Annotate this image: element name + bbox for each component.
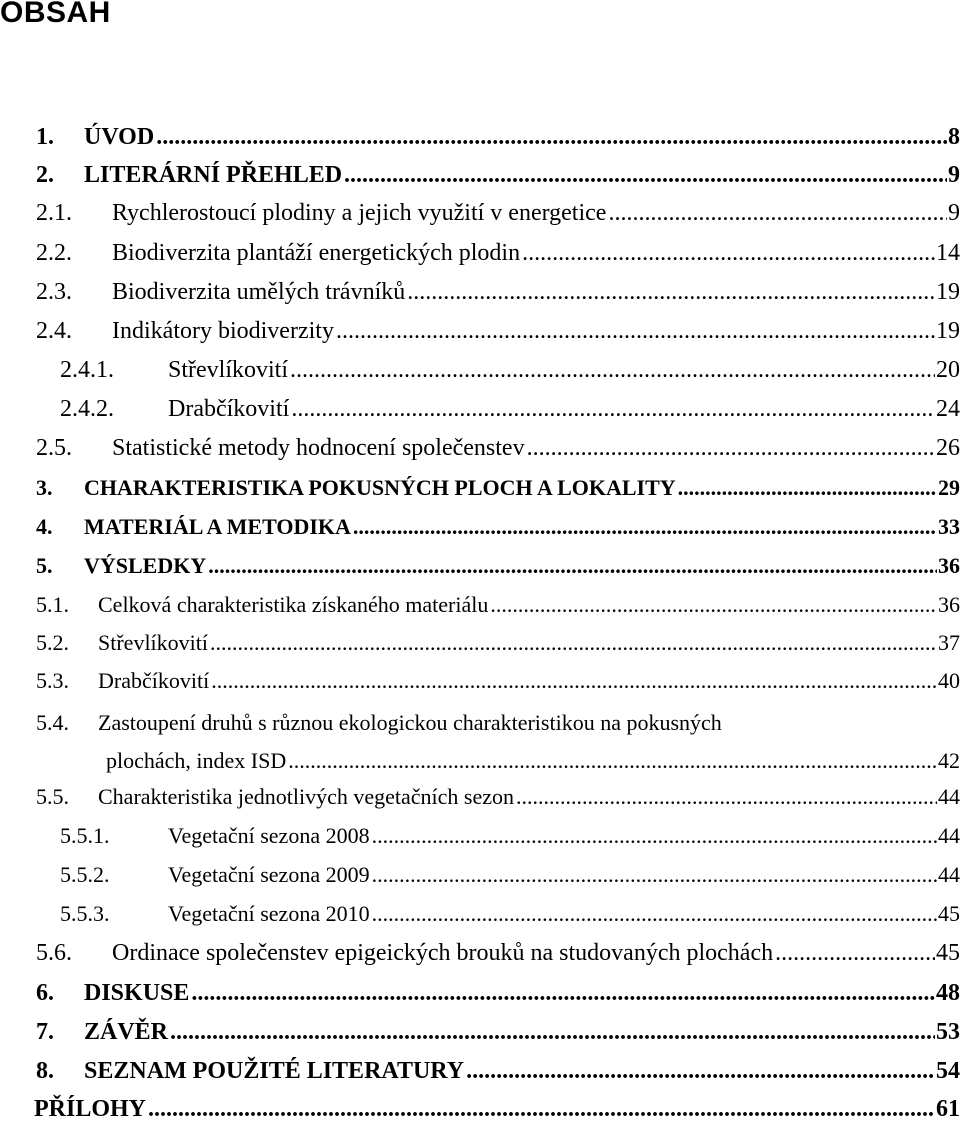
toc-title: Indikátory biodiverzity [112, 318, 334, 344]
toc-leader [288, 742, 937, 780]
toc-number: 2.3. [36, 279, 72, 305]
toc-number: 2.2. [36, 240, 72, 266]
toc-page: 9 [948, 162, 960, 188]
toc-title: CHARAKTERISTIKA POKUSNÝCH PLOCH A LOKALITY [84, 475, 676, 500]
toc-leader [372, 817, 937, 855]
toc-leader [208, 547, 937, 585]
toc-entry-5-5-1[interactable] [0, 817, 960, 855]
toc-leader [466, 1052, 935, 1090]
toc-entry-2-4[interactable] [0, 312, 960, 350]
toc-leader [516, 778, 937, 816]
toc-leader [527, 429, 935, 467]
toc-entry-5-3[interactable] [0, 662, 960, 700]
toc-page: 45 [938, 901, 960, 926]
toc-entry-diskuse[interactable] [0, 974, 960, 1012]
toc-page: 44 [938, 823, 960, 848]
toc-number: 2.5. [36, 435, 72, 461]
toc-entry-5-5[interactable] [0, 778, 960, 816]
toc-leader [211, 662, 937, 700]
toc-leader [191, 974, 935, 1012]
toc-entry-uvod[interactable] [0, 118, 960, 156]
toc-entry-5-6[interactable] [0, 934, 960, 972]
toc-number: 2.4.2. [60, 396, 114, 422]
toc-entry-5-5-2[interactable] [0, 856, 960, 894]
toc-title: Rychlerostoucí plodiny a jejich využití v energetice [112, 200, 607, 226]
toc-entry-2-5[interactable] [0, 429, 960, 467]
toc-leader [291, 390, 935, 428]
toc-title: ZÁVĚR [84, 1019, 169, 1045]
toc-leader [407, 273, 935, 311]
toc-page: 61 [936, 1096, 960, 1122]
toc-page: 44 [938, 784, 960, 809]
toc-leader [210, 624, 937, 662]
toc-title: Drabčíkovití [168, 396, 290, 422]
toc-page: 36 [938, 553, 960, 578]
toc-leader [372, 895, 937, 933]
toc-entry-2-4-2[interactable] [0, 390, 960, 428]
toc-number: 1. [36, 124, 54, 150]
toc-title-line1: Zastoupení druhů s různou ekologickou charakteristikou na pokusných [98, 710, 722, 735]
toc-number: 2.4.1. [60, 357, 114, 383]
toc-entry-literarni-prehled[interactable] [0, 156, 960, 194]
toc-title: Střevlíkovití [168, 357, 288, 383]
toc-page: 33 [938, 514, 960, 539]
toc-entry-vysledky[interactable] [0, 547, 960, 585]
toc-page: 20 [936, 357, 960, 383]
toc-number: 4. [36, 514, 53, 539]
toc-page: 45 [936, 940, 960, 966]
toc-leader [608, 194, 947, 232]
toc-number: 5.2. [36, 630, 69, 655]
toc-page: 53 [936, 1019, 960, 1045]
toc-leader [372, 856, 937, 894]
toc-number: 2.4. [36, 318, 72, 344]
toc-entry-material[interactable] [0, 508, 960, 546]
toc-title: VÝSLEDKY [84, 553, 207, 578]
toc-entry-charakteristika[interactable] [0, 469, 960, 507]
toc-entry-seznam-literatury[interactable] [0, 1052, 960, 1090]
toc-title: Vegetační sezona 2009 [168, 862, 370, 887]
toc-title: Střevlíkovití [98, 630, 208, 655]
toc-title: Charakteristika jednotlivých vegetačních sezon [98, 784, 515, 809]
toc-entry-2-1[interactable] [0, 194, 960, 232]
toc-page: 19 [936, 318, 960, 344]
toc-title: Ordinace společenstev epigeických brouků na studovaných plochách [112, 940, 774, 966]
toc-title: Drabčíkovití [98, 668, 210, 693]
toc-number: 5.1. [36, 592, 69, 617]
toc-page: 44 [938, 862, 960, 887]
toc-title: PŘÍLOHY [34, 1096, 147, 1122]
toc-entry-5-2[interactable] [0, 624, 960, 662]
toc-page: 48 [936, 980, 960, 1006]
toc-leader [522, 234, 935, 272]
toc-page: 8 [948, 124, 960, 150]
toc-entry-2-3[interactable] [0, 273, 960, 311]
toc-page: 9 [948, 200, 960, 226]
toc-number: 8. [36, 1058, 54, 1084]
toc-entry-2-4-1[interactable] [0, 351, 960, 389]
toc-leader [353, 508, 937, 546]
toc-page: 19 [936, 279, 960, 305]
toc-page: 37 [938, 630, 960, 655]
toc-leader [290, 351, 935, 389]
toc-number: 5.5. [36, 784, 69, 809]
toc-number: 5.6. [36, 940, 72, 966]
toc-leader [156, 118, 947, 156]
toc-page: 42 [938, 748, 960, 773]
toc-number: 5.5.2. [60, 862, 110, 887]
toc-leader [148, 1090, 935, 1128]
toc-title: Vegetační sezona 2008 [168, 823, 370, 848]
toc-title: SEZNAM POUŽITÉ LITERATURY [84, 1058, 465, 1084]
toc-number: 5.5.3. [60, 901, 110, 926]
toc-page: 54 [936, 1058, 960, 1084]
toc-number: 2.1. [36, 200, 72, 226]
toc-entry-5-4[interactable] [0, 704, 960, 780]
toc-title: plochách, index ISD [106, 748, 287, 773]
toc-number: 5.3. [36, 668, 69, 693]
toc-title: Celková charakteristika získaného materiálu [98, 592, 489, 617]
toc-page: 36 [938, 592, 960, 617]
toc-leader [678, 469, 937, 507]
page-title: OBSAH [0, 0, 111, 29]
toc-leader [775, 934, 935, 972]
toc-entry-zaver[interactable] [0, 1013, 960, 1051]
toc-number: 7. [36, 1019, 54, 1045]
toc-title: LITERÁRNÍ PŘEHLED [84, 162, 343, 188]
toc-number: 5. [36, 553, 53, 578]
toc-title: Vegetační sezona 2010 [168, 901, 370, 926]
toc-leader [336, 312, 935, 350]
toc-leader [344, 156, 947, 194]
toc-page: 29 [938, 475, 960, 500]
toc-title: Statistické metody hodnocení společenstev [112, 435, 525, 461]
toc-number: 5.5.1. [60, 823, 110, 848]
toc-page: 26 [936, 435, 960, 461]
toc-entry-5-1[interactable] [0, 586, 960, 624]
toc-title: DISKUSE [84, 980, 190, 1006]
toc-title: Biodiverzita plantáží energetických plodin [112, 240, 521, 266]
toc-entry-2-2[interactable] [0, 234, 960, 272]
toc-number: 6. [36, 980, 54, 1006]
toc-page: 14 [936, 240, 960, 266]
toc-leader [490, 586, 937, 624]
toc-entry-prilohy[interactable] [0, 1090, 960, 1128]
toc-number: 5.4. [36, 710, 69, 735]
toc-leader [170, 1013, 935, 1051]
toc-title: ÚVOD [84, 124, 155, 150]
toc-number: 2. [36, 162, 54, 188]
toc-page: 40 [938, 668, 960, 693]
toc-page: 24 [936, 396, 960, 422]
toc-number: 3. [36, 475, 53, 500]
toc-entry-5-5-3[interactable] [0, 895, 960, 933]
toc-title: MATERIÁL A METODIKA [84, 514, 351, 539]
toc-title: Biodiverzita umělých trávníků [112, 279, 406, 305]
